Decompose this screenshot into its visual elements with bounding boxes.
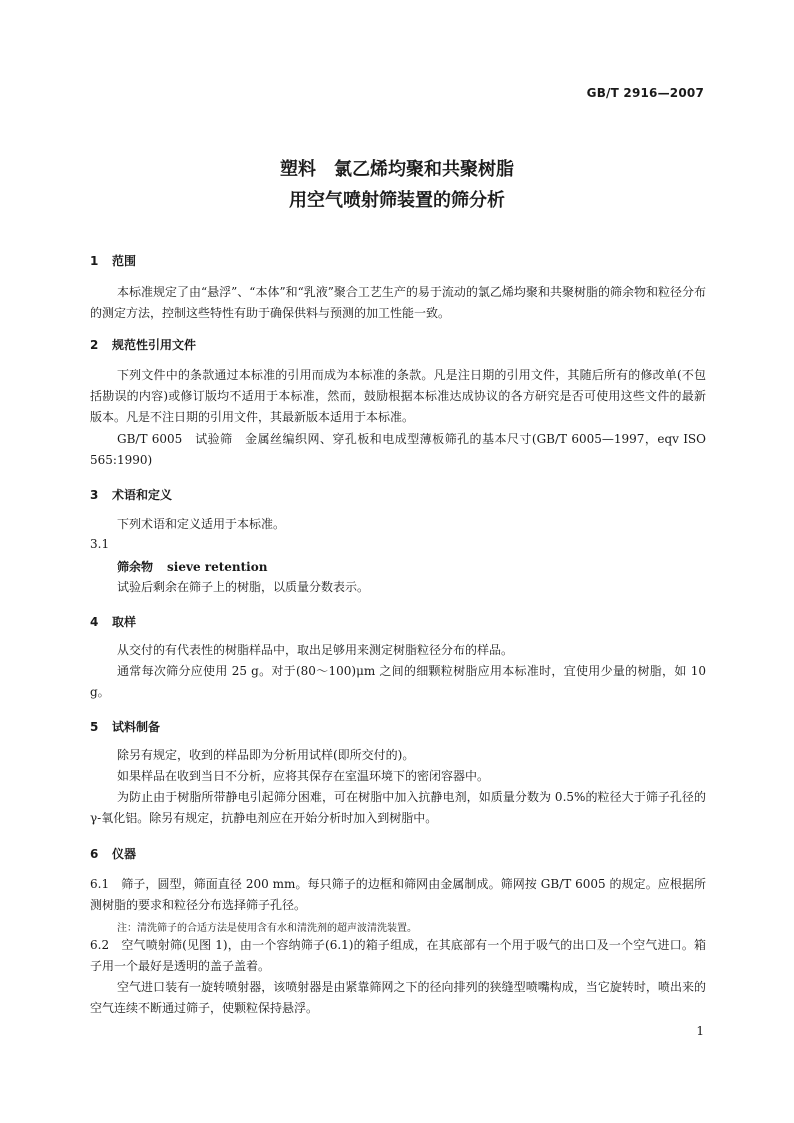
section-1-heading (90, 252, 136, 269)
section-title: 试料制备 (112, 720, 161, 734)
section-number: 3 (90, 488, 99, 502)
section-5-paragraph-1: 除另有规定，收到的样品即为分析用试样(即所交付的)。 (117, 748, 415, 762)
section-2-heading (90, 336, 196, 353)
section-2-paragraph-1: 下列文件中的条款通过本标准的引用而成为本标准的条款。凡是注日期的引用文件，其随后所有的修改单(不包括勘误的内容)或修订版均不适用于本标准，然而，鼓励根据本标准达成协议的各方研究是否可使用这些文件的最新版本。凡是不注日期的引用文件，其最新版本适用于本标准。 (90, 368, 706, 424)
term-definition: 试验后剩余在筛子上的树脂，以质量分数表示。 (117, 580, 370, 594)
section-3-heading (90, 486, 172, 503)
section-number: 5 (90, 720, 99, 734)
section-number: 4 (90, 615, 99, 629)
subsection-3-1-number: 3.1 (90, 537, 110, 551)
section-5-paragraph-2: 如果样品在收到当日不分析，应将其保存在室温环境下的密闭容器中。 (117, 769, 490, 783)
document-title-line-2: 用空气喷射筛装置的筛分析 (289, 190, 505, 211)
section-title: 术语和定义 (112, 488, 173, 502)
section-6-heading (90, 845, 136, 862)
section-number: 2 (90, 338, 99, 352)
clause-6-2: 6.2 空气喷射筛(见图 1)，由一个容纳筛子(6.1)的箱子组成，在其底部有一个用于吸气的出口及一个空气进口。箱子用一个最好是透明的盖子盖着。 (90, 938, 706, 973)
section-5-paragraph-3: 为防止由于树脂所带静电引起筛分困难，可在树脂中加入抗静电剂，如质量分数为 0.5%的粒径大于筛子孔径的 γ-氧化铝。除另有规定，抗静电剂应在开始分析时加入到树脂中。 (90, 790, 706, 825)
document-title-line-1: 塑料 氯乙烯均聚和共聚树脂 (280, 159, 514, 180)
section-number: 6 (90, 847, 99, 861)
note: 注：清洗筛子的合适方法是使用含有水和清洗剂的超声波清洗装置。 (117, 923, 417, 934)
section-4-paragraph-2: 通常每次筛分应使用 25 g。对于(80～100)μm 之间的细颗粒树脂应用本标准时，宜使用少量的树脂，如 10 g。 (90, 664, 706, 699)
section-title: 取样 (112, 615, 137, 629)
section-5-heading (90, 718, 160, 735)
term-chinese: 筛余物 (117, 560, 154, 574)
term-english: sieve retention (167, 560, 268, 574)
page-number: 1 (696, 1024, 704, 1038)
standard-number: GB/T 2916—2007 (586, 86, 704, 100)
section-4-paragraph-1: 从交付的有代表性的树脂样品中，取出足够用来测定树脂粒径分布的样品。 (117, 643, 514, 657)
section-title: 仪器 (112, 847, 137, 861)
clause-6-2-paragraph: 空气进口装有一旋转喷射器，该喷射器是由紧靠筛网之下的径向排列的狭缝型喷嘴构成，当它旋转时，喷出来的空气连续不断通过筛子，使颗粒保持悬浮。 (90, 980, 706, 1015)
section-number: 1 (90, 254, 99, 268)
section-3-paragraph: 下列术语和定义适用于本标准。 (117, 517, 286, 531)
section-2-reference: GB/T 6005 试验筛 金属丝编织网、穿孔板和电成型薄板筛孔的基本尺寸(GB/T 6005—1997，eqv ISO 565:1990) (90, 432, 706, 467)
section-title: 范围 (112, 254, 137, 268)
clause-6-1: 6.1 筛子，圆型，筛面直径 200 mm。每只筛子的边框和筛网由金属制成。筛网按 GB/T 6005 的规定。应根据所测树脂的要求和粒径分布选择筛子孔径。 (90, 877, 706, 912)
section-title: 规范性引用文件 (112, 338, 197, 352)
section-1-paragraph: 本标准规定了由“悬浮”、“本体”和“乳液”聚合工艺生产的易于流动的氯乙烯均聚和共聚树脂的筛余物和粒径分布的测定方法，控制这些特性有助于确保供料与预测的加工性能一致。 (90, 285, 706, 320)
term-entry (117, 558, 267, 575)
section-4-heading (90, 613, 136, 630)
